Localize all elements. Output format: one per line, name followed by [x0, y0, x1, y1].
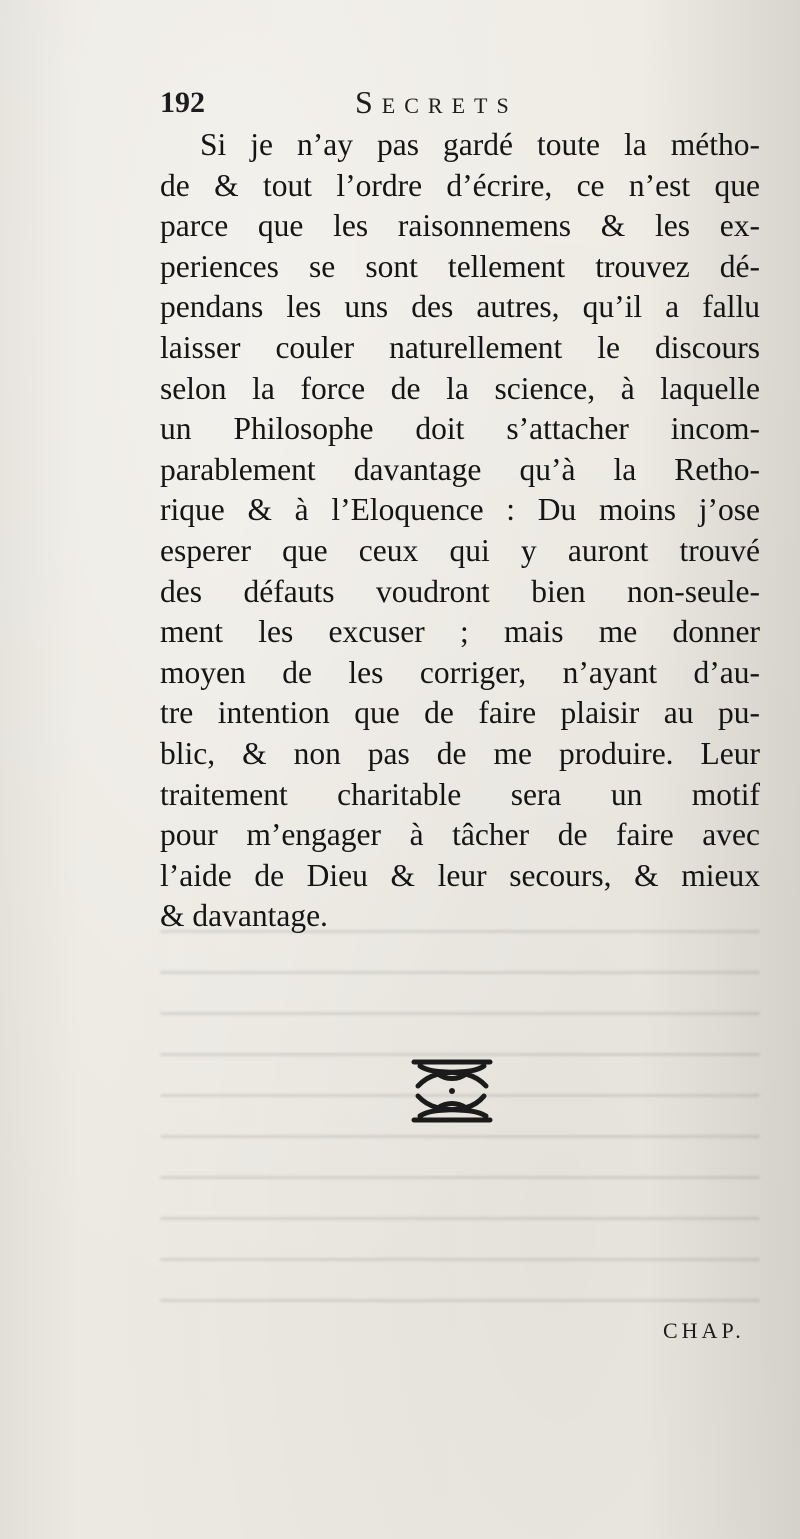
text-line: laisser couler naturellement le discours — [160, 329, 760, 365]
text-line: selon la force de la science, à laquelle — [160, 370, 760, 406]
catchword: CHAP. — [663, 1318, 745, 1343]
body-text — [160, 125, 760, 937]
bleed-through-text — [160, 930, 760, 1350]
text-line: rique & à l’Eloquence : Du moins j’ose — [160, 492, 760, 528]
page-number: 192 — [160, 86, 205, 119]
text-line: parce que les raisonnemens & les ex- — [160, 208, 760, 244]
text-line: de & tout l’ordre d’écrire, ce n’est que — [160, 167, 760, 203]
knot-ornament-icon — [408, 1056, 496, 1126]
text-line: ment les excuser ; mais me donner — [160, 614, 760, 650]
page-header — [160, 78, 760, 126]
text-line: moyen de les corriger, n’ayant d’au- — [160, 654, 760, 690]
text-line: parablement davantage qu’à la Retho- — [160, 451, 760, 487]
text-line: & davantage. — [160, 898, 328, 934]
text-line: periences se sont tellement trouvez dé- — [160, 248, 760, 284]
text-line: tre intention que de faire plaisir au pu- — [160, 695, 760, 731]
text-line: blic, & non pas de me produire. Leur — [160, 735, 760, 771]
text-line: traitement charitable sera un motif — [160, 776, 760, 812]
text-line: esperer que ceux qui y auront trouvé — [160, 532, 760, 568]
text-line: l’aide de Dieu & leur secours, & mieux — [160, 857, 760, 893]
text-line: pour m’engager à tâcher de faire avec — [160, 817, 760, 853]
text-line: des défauts voudront bien non-seule- — [160, 573, 760, 609]
text-line: un Philosophe doit s’attacher incom- — [160, 411, 760, 447]
running-head: Secrets — [355, 84, 518, 120]
text-line: Si je n’ay pas gardé toute la métho- — [200, 127, 760, 162]
text-line: pendans les uns des autres, qu’il a fallu — [160, 289, 760, 325]
